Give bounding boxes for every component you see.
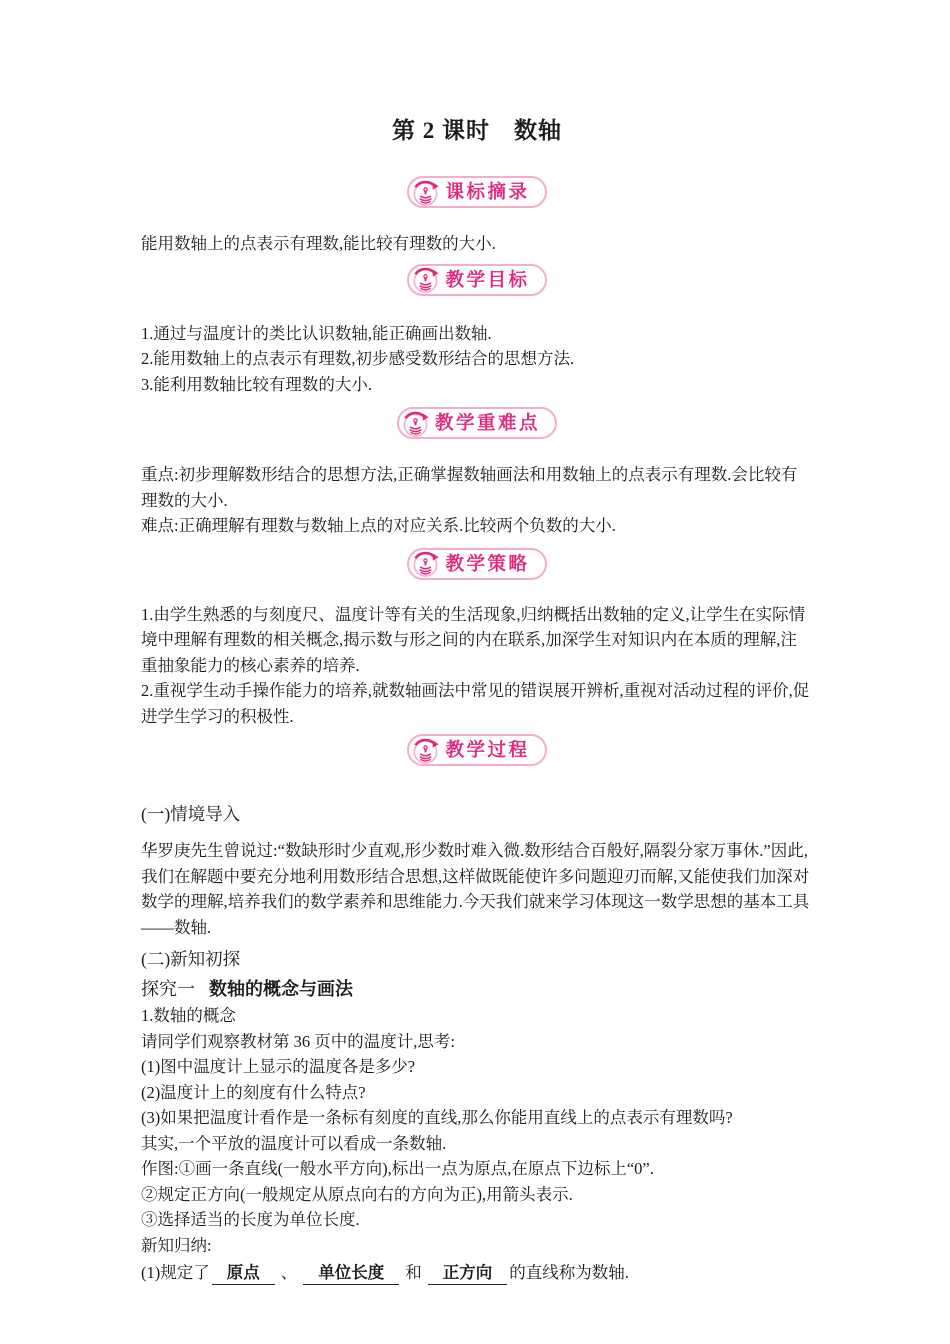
- badge-label: 教学策略: [445, 552, 530, 574]
- objective-item: 1.通过与温度计的类比认识数轴,能正确画出数轴.: [141, 323, 492, 343]
- section-badge-row: [141, 407, 813, 445]
- lesson-plan-page: [141, 0, 813, 1286]
- part1-heading: (一)情境导入: [141, 804, 241, 824]
- situation-intro-text: 华罗庚先生曾说过:“数缺形时少直观,形少数时难入微.数形结合百般好,隔裂分家万事休.”因此,我们在解题中要充分地利用数形结合思想,这样做既能使许多问题迎刃而解,又能使我们加深对数学的理解,培养我们的数学素养和思维能力.今天我们就来学习体现这一数学思想的基本工具——数轴.: [141, 841, 810, 937]
- observe-instruction: 请同学们观察教材第 36 页中的温度计,思考:: [141, 1031, 455, 1051]
- summary-fill-in-line: [141, 1260, 813, 1286]
- summary-suffix: 的直线称为数轴.: [509, 1263, 629, 1282]
- page-title: 第 2 课时 数轴: [392, 118, 562, 143]
- key-difficult-points-badge: [397, 407, 557, 439]
- book-refresh-icon: [401, 409, 430, 438]
- strategy-item: 1.由学生熟悉的与刻度尺、温度计等有关的生活现象,归纳概括出数轴的定义,让学生在实际情境中理解有理数的相关概念,揭示数与形之间的内在联系,加深学生对知识内在本质的理解,注重抽象能力的核心素养的培养.: [141, 604, 806, 675]
- badge-label: 教学过程: [445, 739, 530, 761]
- teaching-objectives-badge: [407, 264, 546, 296]
- question-item: (2)温度计上的刻度有什么特点?: [141, 1082, 366, 1102]
- strategy-item: 2.重视学生动手操作能力的培养,就数轴画法中常见的错误展开辨析,重视对活动过程的评价,促进学生学习的积极性.: [141, 681, 810, 726]
- key-points-block: [141, 462, 813, 539]
- objective-item: 3.能利用数轴比较有理数的大小.: [141, 374, 372, 394]
- teaching-strategy-badge: [407, 548, 546, 580]
- drawing-step: 作图:①画一条直线(一般水平方向),标出一点为原点,在原点下边标上“0”.: [141, 1159, 654, 1178]
- difficult-point-text: 难点:正确理解有理数与数轴上点的对应关系.比较两个负数的大小.: [141, 516, 616, 535]
- drawing-step: ②规定正方向(一般规定从原点向右的方向为正),用箭头表示.: [141, 1184, 573, 1204]
- summary-prefix: (1)规定了: [141, 1263, 210, 1282]
- summary-heading: 新知归纳:: [141, 1235, 212, 1255]
- book-refresh-icon: [411, 178, 440, 207]
- curriculum-excerpt-text: 能用数轴上的点表示有理数,能比较有理数的大小.: [141, 234, 496, 253]
- fill-blank-origin: 原点: [212, 1262, 275, 1285]
- question-item: (1)图中温度计上显示的温度各是多少?: [141, 1057, 416, 1076]
- badge-label: 教学目标: [445, 268, 530, 290]
- book-refresh-icon: [411, 265, 440, 294]
- drawing-step: ③选择适当的长度为单位长度.: [141, 1210, 360, 1229]
- curriculum-excerpt-badge: [407, 176, 546, 208]
- inquiry1-heading: [141, 976, 813, 1003]
- objectives-list: [141, 321, 813, 398]
- summary-separator: 和: [405, 1263, 422, 1282]
- summary-separator: 、: [280, 1263, 298, 1282]
- section-badge-row: [141, 176, 813, 214]
- teaching-process-badge: [407, 734, 546, 766]
- inquiry1-label: 探究一: [141, 979, 195, 999]
- section-badge-row: [141, 734, 813, 772]
- strategies-block: [141, 602, 813, 730]
- badge-label: 教学重难点: [434, 412, 540, 434]
- fill-blank-positive-direction: 正方向: [428, 1262, 508, 1285]
- section-badge-row: [141, 264, 813, 302]
- concept-heading: 1.数轴的概念: [141, 1006, 236, 1025]
- section-badge-row: [141, 548, 813, 586]
- part2-heading: (二)新知初探: [141, 949, 241, 969]
- inquiry1-title: 数轴的概念与画法: [209, 979, 353, 999]
- book-refresh-icon: [411, 549, 440, 578]
- question-item: (3)如果把温度计看作是一条标有刻度的直线,那么你能用直线上的点表示有理数吗?: [141, 1108, 733, 1127]
- book-refresh-icon: [411, 736, 440, 765]
- fill-blank-unit-length: 单位长度: [303, 1262, 399, 1285]
- badge-label: 课标摘录: [445, 181, 530, 203]
- objective-item: 2.能用数轴上的点表示有理数,初步感受数形结合的思想方法.: [141, 349, 575, 368]
- key-point-text: 重点:初步理解数形结合的思想方法,正确掌握数轴画法和用数轴上的点表示有理数.会比较有理数的大小.: [141, 465, 798, 510]
- fact-statement: 其实,一个平放的温度计可以看成一条数轴.: [141, 1133, 447, 1153]
